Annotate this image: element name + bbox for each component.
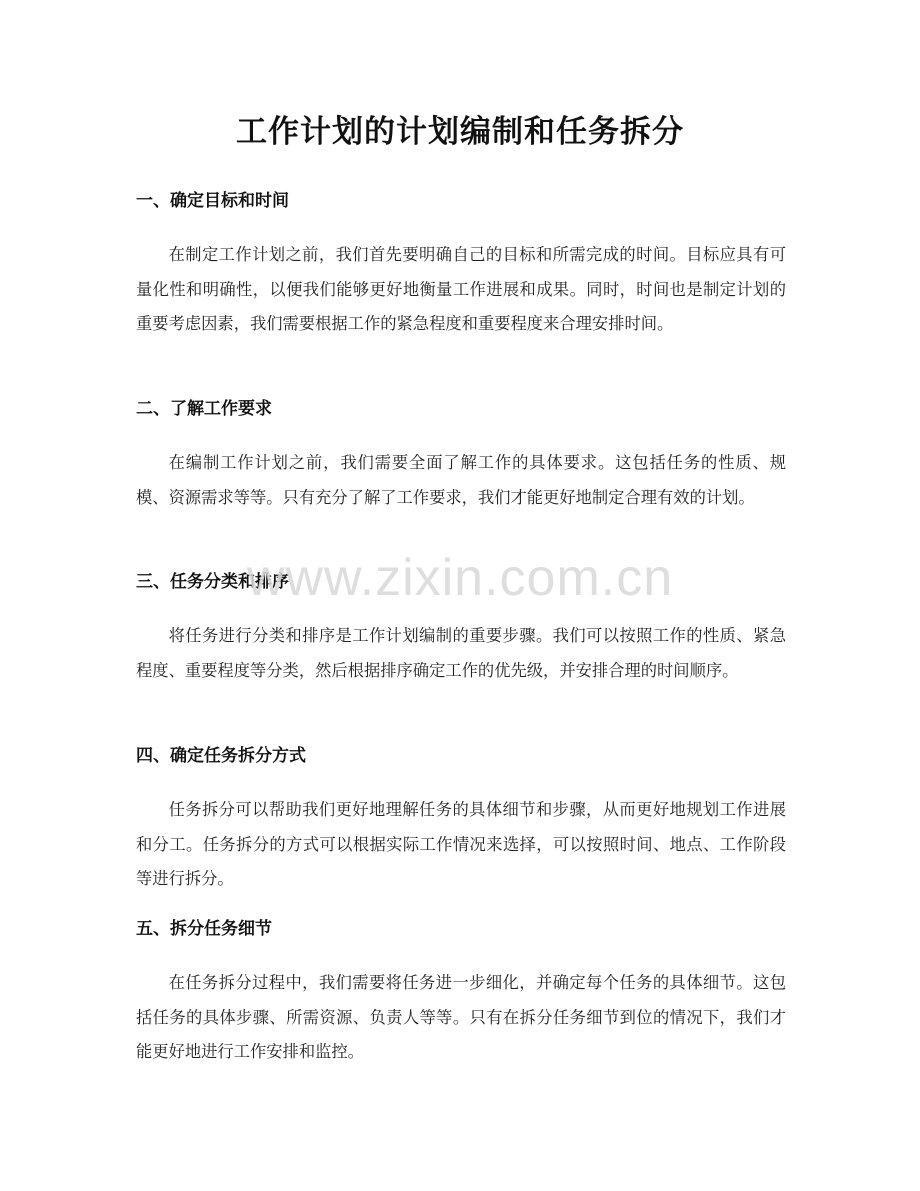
section-heading: 二、了解工作要求 bbox=[136, 399, 272, 419]
section-5 bbox=[136, 917, 786, 1070]
section-heading: 一、确定目标和时间 bbox=[136, 191, 289, 211]
section-heading: 五、拆分任务细节 bbox=[136, 919, 272, 939]
section-3 bbox=[136, 570, 786, 688]
watermark: www.zixin.com.cn bbox=[246, 549, 674, 607]
section-4 bbox=[136, 744, 786, 897]
section-paragraph: 在任务拆分过程中，我们需要将任务进一步细化，并确定每个任务的具体细节。这包括任务的具体步骤、所需资源、负责人等等。只有在拆分任务细节到位的情况下，我们才能更好地进行工作安排和监控。 bbox=[136, 973, 786, 1061]
section-paragraph: 将任务进行分类和排序是工作计划编制的重要步骤。我们可以按照工作的性质、紧急程度、重要程度等分类，然后根据排序确定工作的优先级，并安排合理的时间顺序。 bbox=[136, 626, 786, 680]
section-paragraph: 在编制工作计划之前，我们需要全面了解工作的具体要求。这包括任务的性质、规模、资源需求等等。只有充分了解了工作要求，我们才能更好地制定合理有效的计划。 bbox=[136, 453, 786, 507]
section-heading: 四、确定任务拆分方式 bbox=[136, 746, 306, 766]
section-heading: 三、任务分类和排序 bbox=[136, 572, 289, 592]
page-title: 工作计划的计划编制和任务拆分 bbox=[236, 114, 684, 150]
section-paragraph: 任务拆分可以帮助我们更好地理解任务的具体细节和步骤，从而更好地规划工作进展和分工。任务拆分的方式可以根据实际工作情况来选择，可以按照时间、地点、工作阶段等进行拆分。 bbox=[136, 800, 786, 888]
section-paragraph: 在制定工作计划之前，我们首先要明确自己的目标和所需完成的时间。目标应具有可量化性和明确性，以便我们能够更好地衡量工作进展和成果。同时，时间也是制定计划的重要考虑因素，我们需要根据工作的紧急程度和重要程度来合理安排时间。 bbox=[136, 245, 786, 333]
section-1 bbox=[136, 189, 786, 342]
section-2 bbox=[136, 397, 786, 515]
